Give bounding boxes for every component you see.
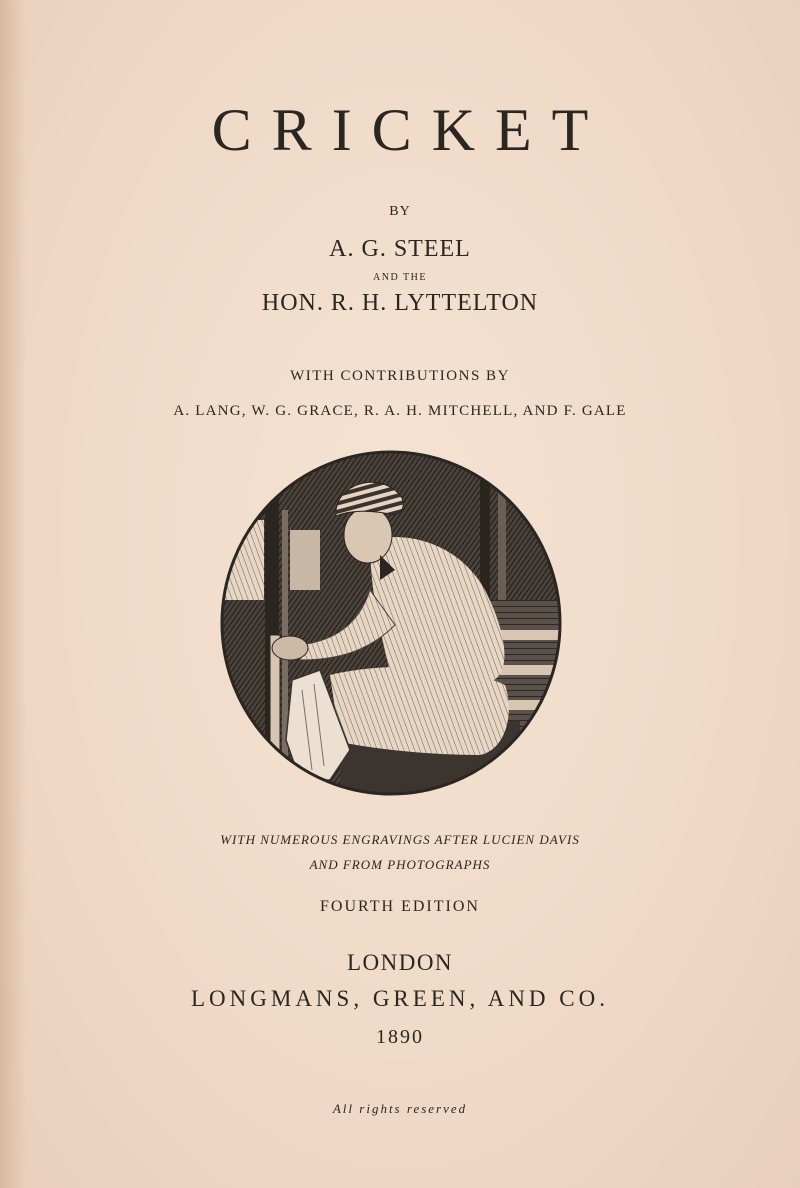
rights-notice: All rights reserved [332,1101,468,1116]
and-the-label: AND THE [373,272,427,283]
engravings-line-1: WITH NUMEROUS ENGRAVINGS AFTER LUCIEN DAVIS [220,832,580,847]
publication-year: 1890 [376,1026,424,1048]
edition-label: FOURTH EDITION [320,898,480,915]
contributors-list: A. LANG, W. G. GRACE, R. A. H. MITCHELL, AND F. GALE [173,403,627,419]
engravings-line-2: AND FROM PHOTOGRAPHS [309,857,491,872]
author-lyttelton: HON. R. H. LYTTELTON [261,290,539,316]
by-label: BY [389,204,411,219]
publisher-name: LONGMANS, GREEN, AND CO. [190,986,609,1011]
author-steel: A. G. STEEL [329,236,471,262]
book-title: CRICKET [211,97,609,163]
frontispiece-engraving [220,450,562,796]
contributions-heading: WITH CONTRIBUTIONS BY [290,368,510,384]
place-of-publication: LONDON [346,950,454,975]
